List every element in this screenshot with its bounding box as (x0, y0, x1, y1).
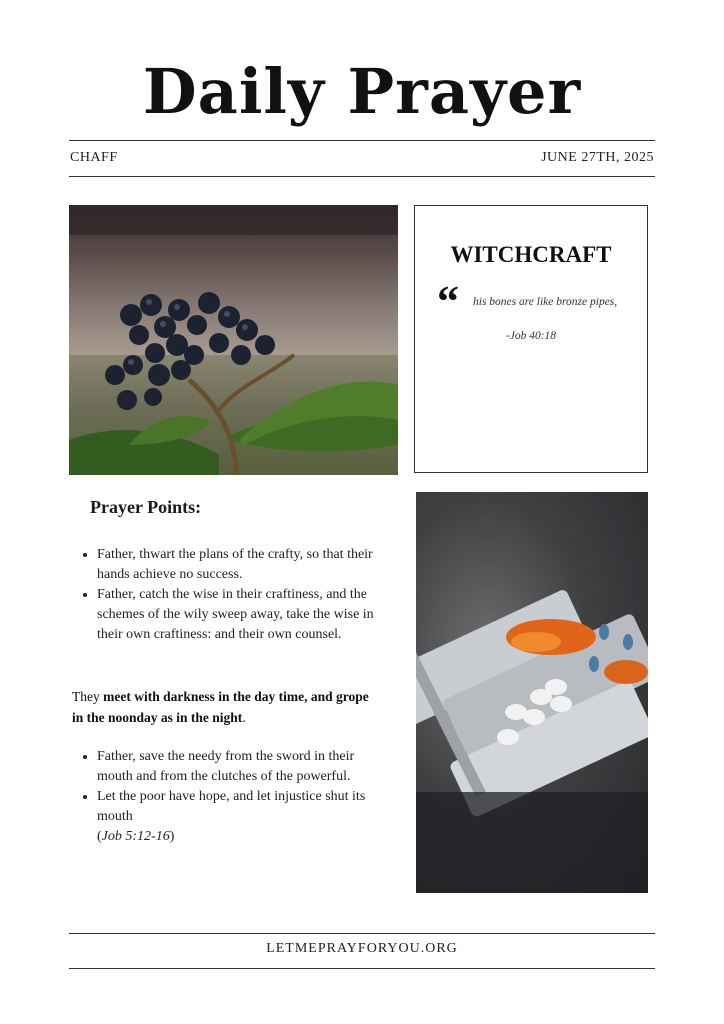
paragraph-lead: They (72, 689, 104, 704)
pills-image-icon (416, 492, 648, 893)
footer-bottom-rule (69, 968, 655, 969)
prayer-points-list-bottom (80, 747, 385, 847)
prayer-points-list-top (80, 545, 395, 645)
ref-close: ) (169, 829, 175, 844)
prayer-point: • Father, thwart the plans of the crafty, so that their hands achieve no success. (97, 545, 395, 585)
pills-photo (416, 492, 648, 893)
footer-top-rule (69, 933, 655, 934)
ref-open: ( (97, 829, 102, 844)
berries-photo (69, 205, 398, 475)
feature-title: WITCHCRAFT (450, 242, 612, 267)
paragraph-bold: meet with darkness in the day time, and grope in the noonday as in the night (72, 689, 369, 725)
berries-image-icon (69, 205, 398, 475)
prayer-point: • Father, catch the wise in their craftiness, and the schemes of the wily sweep away, take the wise in their own craftiness: and their own counsel. (97, 585, 395, 645)
prayer-point (97, 747, 385, 787)
prayer-point (97, 787, 385, 847)
open-quote-icon: “ (437, 277, 459, 326)
header-top-rule (69, 140, 655, 141)
ref-text: Job 5:12-16 (101, 829, 170, 844)
prayer-points-heading: Prayer Points: (90, 497, 202, 517)
header-bottom-rule (69, 176, 655, 177)
masthead-title: Daily Prayer (142, 55, 582, 128)
scripture-paragraph (72, 686, 372, 728)
footer-website[interactable]: LETMEPRAYFORYOU.ORG (266, 941, 458, 956)
feature-reference: -Job 40:18 (505, 330, 557, 342)
scripture-reference (97, 827, 385, 847)
paragraph-end: . (242, 710, 246, 725)
prayer-point-text: Let the poor have hope, and let injustice shut its mouth (97, 789, 366, 824)
feature-quote: his bones are like bronze pipes, (473, 296, 618, 308)
issue-date: JUNE 27TH, 2025 (541, 150, 654, 165)
section-label: CHAFF (70, 150, 118, 165)
feature-quote-box (414, 205, 648, 473)
prayer-point-text: Father, save the needy from the sword in their mouth and from the clutches of the powerful. (97, 749, 355, 784)
